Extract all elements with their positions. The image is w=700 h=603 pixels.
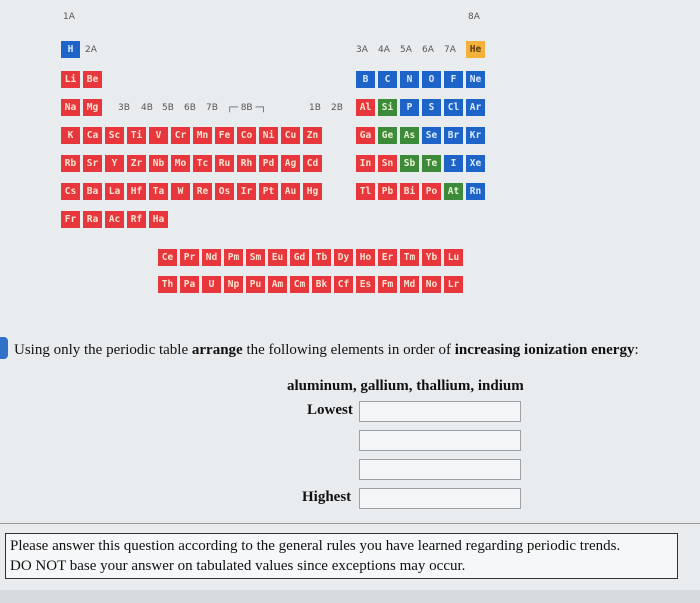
element-cell-ta: Ta <box>149 183 168 200</box>
element-cell-ce: Ce <box>158 249 177 266</box>
element-cell-c: C <box>378 71 397 88</box>
element-cell-lu: Lu <box>444 249 463 266</box>
element-cell-nb: Nb <box>149 155 168 172</box>
lanthanide-row <box>158 249 463 266</box>
element-cell-cf: Cf <box>334 276 353 293</box>
element-cell-kr: Kr <box>466 127 485 144</box>
element-cell-sb: Sb <box>400 155 419 172</box>
actinide-row <box>158 276 463 293</box>
group-label-4b: 4B <box>141 103 153 113</box>
period-6-left <box>61 183 322 200</box>
element-cell-be: Be <box>83 71 102 88</box>
element-cell-au: Au <box>281 183 300 200</box>
element-cell-tc: Tc <box>193 155 212 172</box>
element-cell-h: H <box>61 41 80 58</box>
element-cell-eu: Eu <box>268 249 287 266</box>
element-cell-na: Na <box>61 99 80 116</box>
period-5-left <box>61 155 322 172</box>
element-cell-lr: Lr <box>444 276 463 293</box>
element-cell-br: Br <box>444 127 463 144</box>
element-cell-mn: Mn <box>193 127 212 144</box>
element-cell-ga: Ga <box>356 127 375 144</box>
group-label-7b: 7B <box>206 103 218 113</box>
element-cell-cs: Cs <box>61 183 80 200</box>
question-text <box>14 342 639 359</box>
element-cell-gd: Gd <box>290 249 309 266</box>
element-cell-te: Te <box>422 155 441 172</box>
group-label-4a: 4A <box>378 45 390 55</box>
group-label-1a: 1A <box>63 12 75 22</box>
element-cell-pd: Pd <box>259 155 278 172</box>
note-line-1: Please answer this question according to the general rules you have learned regarding periodic trends. <box>10 538 621 554</box>
element-cell-pt: Pt <box>259 183 278 200</box>
element-cell-sc: Sc <box>105 127 124 144</box>
element-cell-er: Er <box>378 249 397 266</box>
group-label-1b: 1B <box>309 103 321 113</box>
element-cell-he: He <box>466 41 485 58</box>
group-label-3b: 3B <box>118 103 130 113</box>
element-cell-re: Re <box>193 183 212 200</box>
element-cell-sr: Sr <box>83 155 102 172</box>
element-cell-ca: Ca <box>83 127 102 144</box>
element-cell-rn: Rn <box>466 183 485 200</box>
divider <box>0 523 700 524</box>
element-cell-f: F <box>444 71 463 88</box>
element-cell-nd: Nd <box>202 249 221 266</box>
period-3-left <box>61 99 102 116</box>
element-cell-yb: Yb <box>422 249 441 266</box>
question-prefix: Using only the periodic table <box>14 342 192 358</box>
element-cell-mo: Mo <box>171 155 190 172</box>
element-cell-rh: Rh <box>237 155 256 172</box>
question-arrange: arrange <box>191 342 243 358</box>
period-1-left <box>61 41 80 58</box>
element-cell-ha: Ha <box>149 211 168 228</box>
group-label-6b: 6B <box>184 103 196 113</box>
element-cell-sm: Sm <box>246 249 265 266</box>
element-cell-zr: Zr <box>127 155 146 172</box>
element-cell-p: P <box>400 99 419 116</box>
element-cell-ag: Ag <box>281 155 300 172</box>
answer-field-4[interactable] <box>359 488 521 509</box>
element-cell-ir: Ir <box>237 183 256 200</box>
element-cell-fr: Fr <box>61 211 80 228</box>
highest-label: Highest <box>302 489 352 505</box>
element-cell-xe: Xe <box>466 155 485 172</box>
element-cell-zn: Zn <box>303 127 322 144</box>
element-cell-po: Po <box>422 183 441 200</box>
element-cell-n: N <box>400 71 419 88</box>
element-cell-as: As <box>400 127 419 144</box>
group-label-2b: 2B <box>331 103 343 113</box>
element-cell-ba: Ba <box>83 183 102 200</box>
element-cell-cu: Cu <box>281 127 300 144</box>
element-cell-ti: Ti <box>127 127 146 144</box>
group-label-5a: 5A <box>400 45 412 55</box>
group-label-3a: 3A <box>356 45 368 55</box>
element-cell-th: Th <box>158 276 177 293</box>
element-list: aluminum, gallium, thallium, indium <box>287 378 524 394</box>
element-cell-ni: Ni <box>259 127 278 144</box>
question-suffix: : <box>634 342 639 358</box>
answer-field-1[interactable] <box>359 401 521 422</box>
element-cell-tm: Tm <box>400 249 419 266</box>
element-cell-li: Li <box>61 71 80 88</box>
period-3-right <box>356 99 485 116</box>
element-cell-pu: Pu <box>246 276 265 293</box>
element-cell-fm: Fm <box>378 276 397 293</box>
periodic-table <box>58 8 498 308</box>
element-cell-fe: Fe <box>215 127 234 144</box>
element-cell-ar: Ar <box>466 99 485 116</box>
lowest-label: Lowest <box>307 402 353 418</box>
instruction-note <box>5 533 678 579</box>
element-cell-cm: Cm <box>290 276 309 293</box>
question-increasing: increasing ionization energy <box>454 342 635 358</box>
element-cell-ru: Ru <box>215 155 234 172</box>
element-cell-se: Se <box>422 127 441 144</box>
element-cell-pa: Pa <box>180 276 199 293</box>
element-cell-w: W <box>171 183 190 200</box>
element-cell-np: Np <box>224 276 243 293</box>
group-8b-bracket: ┌─ 8B ─┐ <box>227 103 267 113</box>
element-cell-la: La <box>105 183 124 200</box>
element-cell-si: Si <box>378 99 397 116</box>
answer-field-2[interactable] <box>359 430 521 451</box>
element-cell-hf: Hf <box>127 183 146 200</box>
element-cell-dy: Dy <box>334 249 353 266</box>
question-middle: the following elements in order of <box>242 342 455 358</box>
element-cell-at: At <box>444 183 463 200</box>
element-cell-y: Y <box>105 155 124 172</box>
period-5-right <box>356 155 485 172</box>
group-label-5b: 5B <box>162 103 174 113</box>
element-cell-tb: Tb <box>312 249 331 266</box>
element-cell-cl: Cl <box>444 99 463 116</box>
element-cell-u: U <box>202 276 221 293</box>
period-4-right <box>356 127 485 144</box>
group-label-8b: 8B <box>240 103 253 113</box>
element-cell-al: Al <box>356 99 375 116</box>
element-cell-in: In <box>356 155 375 172</box>
element-cell-rb: Rb <box>61 155 80 172</box>
element-cell-pb: Pb <box>378 183 397 200</box>
element-cell-mg: Mg <box>83 99 102 116</box>
element-cell-b: B <box>356 71 375 88</box>
element-cell-s: S <box>422 99 441 116</box>
element-cell-i: I <box>444 155 463 172</box>
element-cell-pm: Pm <box>224 249 243 266</box>
element-cell-sn: Sn <box>378 155 397 172</box>
element-cell-es: Es <box>356 276 375 293</box>
element-cell-ac: Ac <box>105 211 124 228</box>
element-cell-ho: Ho <box>356 249 375 266</box>
element-cell-ra: Ra <box>83 211 102 228</box>
group-label-2a: 2A <box>85 45 97 55</box>
element-cell-ge: Ge <box>378 127 397 144</box>
element-cell-md: Md <box>400 276 419 293</box>
element-cell-no: No <box>422 276 441 293</box>
element-cell-k: K <box>61 127 80 144</box>
answer-field-3[interactable] <box>359 459 521 480</box>
period-2-left <box>61 71 102 88</box>
element-cell-o: O <box>422 71 441 88</box>
note-line-2: DO NOT base your answer on tabulated values since exceptions may occur. <box>10 558 466 574</box>
element-cell-bi: Bi <box>400 183 419 200</box>
period-1-right <box>466 41 485 58</box>
element-cell-rf: Rf <box>127 211 146 228</box>
element-cell-am: Am <box>268 276 287 293</box>
element-cell-cr: Cr <box>171 127 190 144</box>
element-cell-v: V <box>149 127 168 144</box>
period-7-left <box>61 211 168 228</box>
element-cell-bk: Bk <box>312 276 331 293</box>
period-2-right <box>356 71 485 88</box>
element-cell-cd: Cd <box>303 155 322 172</box>
element-cell-os: Os <box>215 183 234 200</box>
element-cell-hg: Hg <box>303 183 322 200</box>
bottom-strip <box>0 590 700 603</box>
group-label-8a: 8A <box>468 12 480 22</box>
question-marker <box>0 337 8 359</box>
element-cell-ne: Ne <box>466 71 485 88</box>
element-cell-co: Co <box>237 127 256 144</box>
group-label-6a: 6A <box>422 45 434 55</box>
element-cell-pr: Pr <box>180 249 199 266</box>
period-6-right <box>356 183 485 200</box>
period-4-left <box>61 127 322 144</box>
element-cell-tl: Tl <box>356 183 375 200</box>
group-label-7a: 7A <box>444 45 456 55</box>
